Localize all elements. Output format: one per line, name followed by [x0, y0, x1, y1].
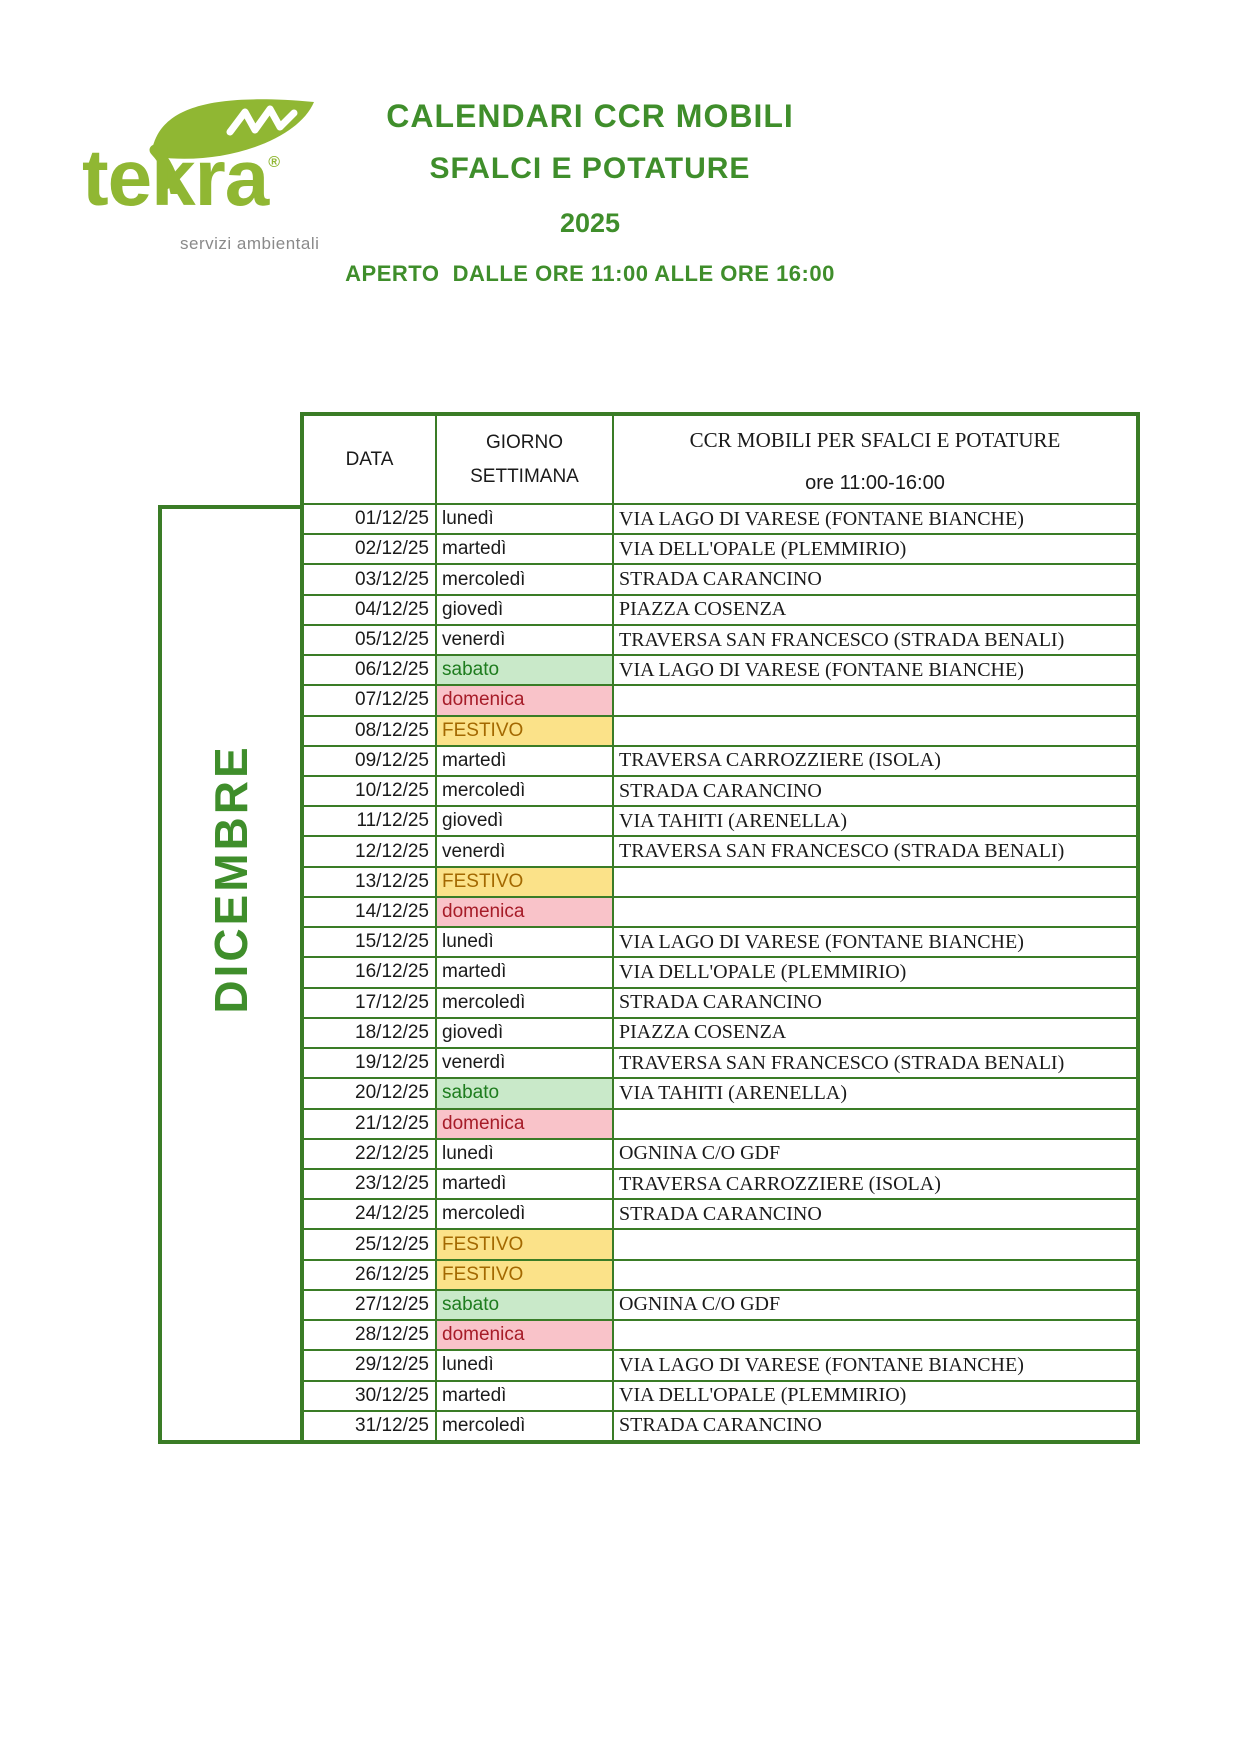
- location-cell: STRADA CARANCINO: [614, 1200, 1136, 1228]
- location-cell: TRAVERSA SAN FRANCESCO (STRADA BENALI): [614, 626, 1136, 654]
- location-cell: VIA DELL'OPALE (PLEMMIRIO): [614, 535, 1136, 563]
- location-cell: VIA TAHITI (ARENELLA): [614, 1079, 1136, 1107]
- day-cell: domenica: [437, 1110, 612, 1138]
- location-cell: VIA DELL'OPALE (PLEMMIRIO): [614, 958, 1136, 986]
- month-label: DICEMBRE: [205, 744, 257, 1014]
- month-cell: [158, 505, 304, 1444]
- day-cell: lunedì: [437, 1351, 612, 1379]
- day-cell: FESTIVO: [437, 1230, 612, 1258]
- date-cell: 17/12/25: [304, 989, 435, 1017]
- column-header-day: [437, 416, 612, 503]
- day-cell: lunedì: [437, 505, 612, 533]
- date-cell: 03/12/25: [304, 565, 435, 593]
- day-cell: giovedì: [437, 807, 612, 835]
- day-cell: venerdì: [437, 1049, 612, 1077]
- location-cell: TRAVERSA CARROZZIERE (ISOLA): [614, 1170, 1136, 1198]
- date-cell: 07/12/25: [304, 686, 435, 714]
- title-block: [300, 98, 880, 287]
- date-cell: 18/12/25: [304, 1019, 435, 1047]
- location-cell: TRAVERSA SAN FRANCESCO (STRADA BENALI): [614, 837, 1136, 865]
- date-cell: 24/12/25: [304, 1200, 435, 1228]
- date-cell: 19/12/25: [304, 1049, 435, 1077]
- date-cell: 05/12/25: [304, 626, 435, 654]
- date-cell: 29/12/25: [304, 1351, 435, 1379]
- day-cell: sabato: [437, 656, 612, 684]
- page-title-line2: SFALCI E POTATURE: [429, 152, 751, 185]
- logo-tagline: servizi ambientali: [180, 234, 320, 253]
- column-header-location-title: CCR MOBILI PER SFALCI E POTATURE: [689, 428, 1061, 452]
- day-cell: FESTIVO: [437, 717, 612, 745]
- location-cell: STRADA CARANCINO: [614, 565, 1136, 593]
- day-cell: mercoledì: [437, 777, 612, 805]
- logo-brand-text: tekra: [82, 133, 269, 222]
- date-cell: 14/12/25: [304, 898, 435, 926]
- opening-hours-line: APERTO DALLE ORE 11:00 ALLE ORE 16:00: [345, 261, 835, 286]
- date-cell: 15/12/25: [304, 928, 435, 956]
- column-header-location: [614, 416, 1136, 503]
- location-cell: TRAVERSA CARROZZIERE (ISOLA): [614, 747, 1136, 775]
- day-cell: FESTIVO: [437, 1261, 612, 1289]
- location-cell: STRADA CARANCINO: [614, 777, 1136, 805]
- day-cell: martedì: [437, 1382, 612, 1410]
- date-cell: 11/12/25: [304, 807, 435, 835]
- location-cell: TRAVERSA SAN FRANCESCO (STRADA BENALI): [614, 1049, 1136, 1077]
- day-cell: sabato: [437, 1079, 612, 1107]
- day-cell: lunedì: [437, 1140, 612, 1168]
- location-cell: VIA DELL'OPALE (PLEMMIRIO): [614, 1382, 1136, 1410]
- location-cell: [614, 717, 1136, 745]
- day-cell: mercoledì: [437, 1412, 612, 1440]
- date-cell: 21/12/25: [304, 1110, 435, 1138]
- location-cell: OGNINA C/O GDF: [614, 1140, 1136, 1168]
- location-cell: [614, 686, 1136, 714]
- day-cell: FESTIVO: [437, 868, 612, 896]
- day-cell: domenica: [437, 1321, 612, 1349]
- location-cell: [614, 898, 1136, 926]
- date-cell: 16/12/25: [304, 958, 435, 986]
- page-title-year: 2025: [559, 208, 621, 238]
- date-cell: 13/12/25: [304, 868, 435, 896]
- location-cell: STRADA CARANCINO: [614, 1412, 1136, 1440]
- location-cell: [614, 1321, 1136, 1349]
- date-cell: 08/12/25: [304, 717, 435, 745]
- day-cell: martedì: [437, 958, 612, 986]
- column-header-day-line1: GIORNO: [485, 432, 564, 454]
- day-cell: domenica: [437, 898, 612, 926]
- day-cell: giovedì: [437, 596, 612, 624]
- date-cell: 31/12/25: [304, 1412, 435, 1440]
- column-header-day-line2: SETTIMANA: [470, 465, 579, 487]
- date-cell: 23/12/25: [304, 1170, 435, 1198]
- location-cell: VIA LAGO DI VARESE (FONTANE BIANCHE): [614, 1351, 1136, 1379]
- day-cell: mercoledì: [437, 1200, 612, 1228]
- date-cell: 10/12/25: [304, 777, 435, 805]
- day-cell: sabato: [437, 1291, 612, 1319]
- day-cell: martedì: [437, 1170, 612, 1198]
- location-cell: PIAZZA COSENZA: [614, 596, 1136, 624]
- registered-trademark-icon: ®: [268, 154, 281, 171]
- date-cell: 26/12/25: [304, 1261, 435, 1289]
- day-cell: venerdì: [437, 837, 612, 865]
- location-cell: OGNINA C/O GDF: [614, 1291, 1136, 1319]
- location-cell: VIA LAGO DI VARESE (FONTANE BIANCHE): [614, 656, 1136, 684]
- page-title-line1: CALENDARI CCR MOBILI: [386, 98, 794, 134]
- date-cell: 27/12/25: [304, 1291, 435, 1319]
- day-cell: mercoledì: [437, 989, 612, 1017]
- location-cell: [614, 1230, 1136, 1258]
- location-cell: [614, 1261, 1136, 1289]
- date-cell: 22/12/25: [304, 1140, 435, 1168]
- location-cell: VIA LAGO DI VARESE (FONTANE BIANCHE): [614, 505, 1136, 533]
- column-header-date: DATA: [304, 416, 435, 503]
- date-cell: 30/12/25: [304, 1382, 435, 1410]
- day-cell: domenica: [437, 686, 612, 714]
- date-cell: 04/12/25: [304, 596, 435, 624]
- day-cell: venerdì: [437, 626, 612, 654]
- date-cell: 09/12/25: [304, 747, 435, 775]
- date-cell: 20/12/25: [304, 1079, 435, 1107]
- date-cell: 01/12/25: [304, 505, 435, 533]
- column-header-location-hours: ore 11:00-16:00: [805, 472, 945, 494]
- location-cell: STRADA CARANCINO: [614, 989, 1136, 1017]
- day-cell: giovedì: [437, 1019, 612, 1047]
- day-cell: mercoledì: [437, 565, 612, 593]
- calendar-table: [300, 412, 1140, 1444]
- date-cell: 28/12/25: [304, 1321, 435, 1349]
- date-cell: 12/12/25: [304, 837, 435, 865]
- location-cell: PIAZZA COSENZA: [614, 1019, 1136, 1047]
- day-cell: martedì: [437, 535, 612, 563]
- logo-wordmark: [82, 133, 281, 222]
- date-cell: 02/12/25: [304, 535, 435, 563]
- location-cell: [614, 1110, 1136, 1138]
- location-cell: VIA LAGO DI VARESE (FONTANE BIANCHE): [614, 928, 1136, 956]
- date-cell: 25/12/25: [304, 1230, 435, 1258]
- date-cell: 06/12/25: [304, 656, 435, 684]
- location-cell: VIA TAHITI (ARENELLA): [614, 807, 1136, 835]
- day-cell: lunedì: [437, 928, 612, 956]
- tekra-logo: [80, 90, 320, 260]
- day-cell: martedì: [437, 747, 612, 775]
- location-cell: [614, 868, 1136, 896]
